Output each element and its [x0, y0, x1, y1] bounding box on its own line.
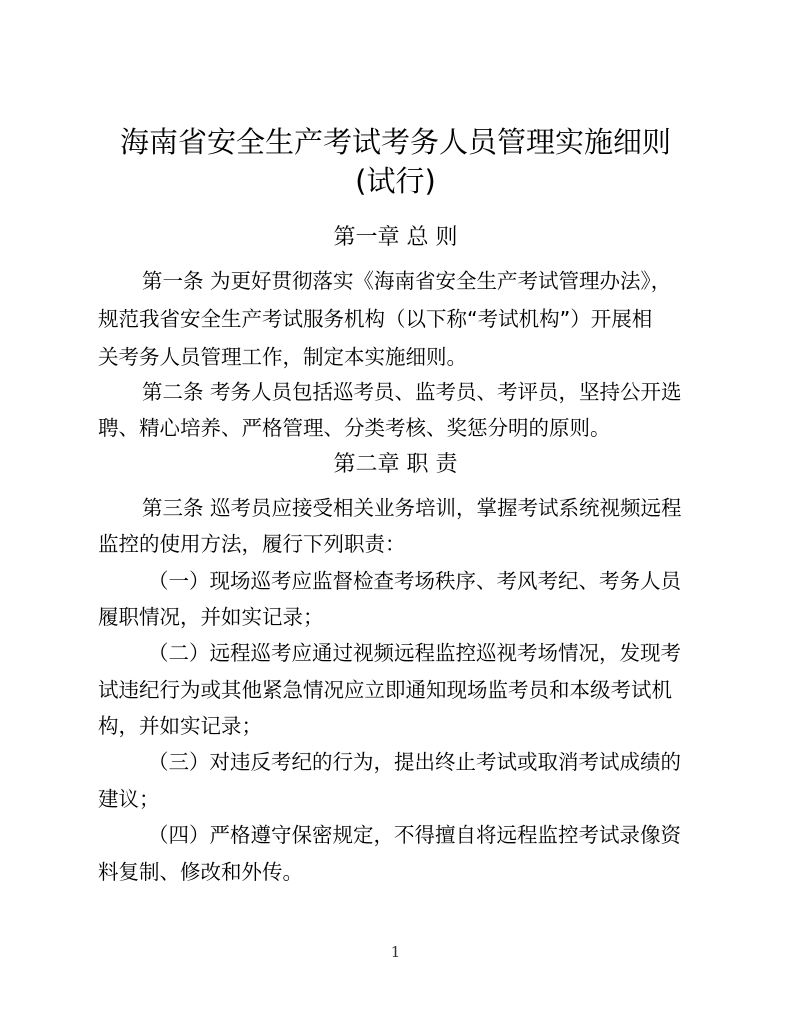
paragraph-line: 第一条 为更好贯彻落实《海南省安全生产考试管理办法》， [142, 269, 672, 293]
paragraph-line: 构，并如实记录； [98, 714, 262, 738]
paragraph-line: （二）远程巡考应通过视频远程监控巡视考场情况，发现考 [148, 641, 681, 665]
chapter-heading: 第一章 总 则 [333, 225, 458, 250]
paragraph-line: （四）严格遵守保密规定，不得擅自将远程监控考试录像资 [148, 823, 681, 847]
paragraph-line: 建议； [98, 787, 160, 811]
document-title: 海南省安全生产考试考务人员管理实施细则 [119, 125, 671, 159]
document-subtitle: (试行) [355, 164, 436, 198]
paragraph-line: 第三条 巡考员应接受相关业务培训，掌握考试系统视频远程 [142, 496, 682, 520]
paragraph-line: 关考务人员管理工作，制定本实施细则。 [98, 345, 467, 369]
paragraph-line: 第二条 考务人员包括巡考员、监考员、考评员，坚持公开选 [142, 380, 682, 404]
paragraph-line: （三）对违反考纪的行为，提出终止考试或取消考试成绩的 [148, 750, 681, 774]
chapter-heading: 第二章 职 责 [333, 452, 458, 477]
paragraph-line: 规范我省安全生产考试服务机构（以下称“考试机构”）开展相 [98, 307, 653, 331]
page-number: 1 [390, 943, 401, 961]
paragraph-line: 聘、精心培养、严格管理、分类考核、奖惩分明的原则。 [98, 416, 611, 440]
paragraph-line: 料复制、修改和外传。 [98, 860, 303, 884]
paragraph-line: 监控的使用方法，履行下列职责： [98, 532, 406, 556]
paragraph-line: 试违纪行为或其他紧急情况应立即通知现场监考员和本级考试机 [98, 678, 672, 702]
paragraph-line: （一）现场巡考应监督检查考场秩序、考风考纪、考务人员 [148, 569, 681, 593]
paragraph-line: 履职情况，并如实记录； [98, 605, 324, 629]
